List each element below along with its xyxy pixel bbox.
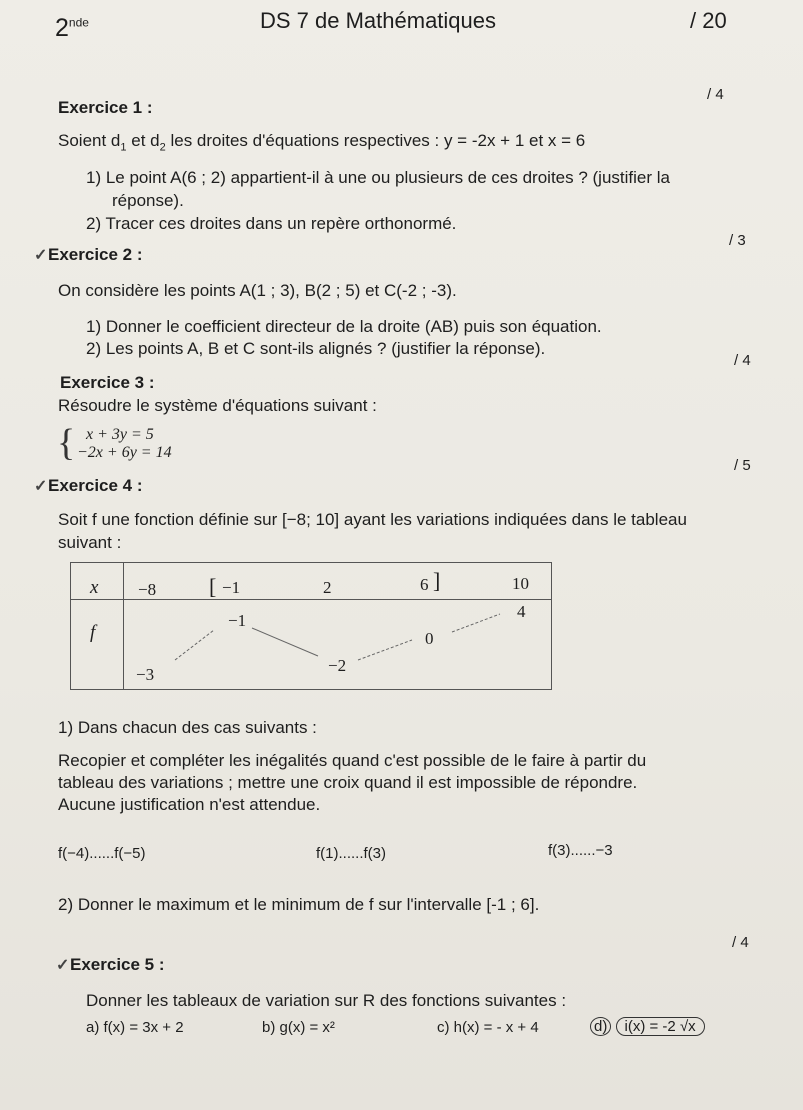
ex1-intro-a: Soient d <box>58 131 121 150</box>
ex1-title: Exercice 1 : <box>58 98 153 117</box>
ex1-q1-line1: 1) Le point A(6 ; 2) appartient-il à une ou plusieurs de ces droites ? (justifier la <box>86 168 670 187</box>
ex5-func-c: c) h(x) = - x + 4 <box>437 1019 539 1036</box>
class-level-number: 2 <box>55 14 69 42</box>
ex3-title: Exercice 3 : <box>60 373 155 392</box>
ex1-q2: 2) Tracer ces droites dans un repère orthonormé. <box>86 214 457 233</box>
ex5-title-text: Exercice 5 : <box>70 955 165 974</box>
variation-table-x-row <box>124 563 552 600</box>
ex1-intro-sub1: 1 <box>120 141 127 154</box>
table-f-4: 4 <box>517 602 526 621</box>
table-f-1: −1 <box>228 611 247 630</box>
ex1-intro-sub2: 2 <box>159 141 166 154</box>
ex4-title-text: Exercice 4 : <box>48 476 143 495</box>
class-level <box>55 14 89 43</box>
ex3-eq2: −2x + 6y = 14 <box>77 444 172 461</box>
ex4-q2: 2) Donner le maximum et le minimum de f sur l'intervalle [-1 ; 6]. <box>58 895 540 914</box>
ex4-q1-line3: Aucune justification n'est attendue. <box>58 795 321 814</box>
ex4-q1-line2: tableau des variations ; mettre une croix quand il est impossible de répondre. <box>58 773 638 792</box>
ex3-eq1: x + 3y = 5 <box>86 426 154 443</box>
ex2-q2: 2) Les points A, B et C sont-ils alignés ? (justifier la réponse). <box>86 339 546 358</box>
table-bracket-right: ] <box>433 568 441 593</box>
table-x-1: −1 <box>222 578 241 597</box>
ex4-intro-line1: Soit f une fonction définie sur [−8; 10] ayant les variations indiquées dans le tableau <box>58 510 687 529</box>
ex5-func-d-label: d) <box>590 1017 611 1036</box>
table-x-0: −8 <box>138 580 157 599</box>
variation-table-f-header <box>71 600 124 690</box>
check-mark-icon: ✓ <box>34 478 48 495</box>
variation-table-f-row <box>124 600 552 690</box>
ex4-intro-line2: suivant : <box>58 533 122 552</box>
table-f-3: 0 <box>425 629 434 648</box>
ex2-title <box>34 245 143 265</box>
check-mark-icon: ✓ <box>34 247 48 264</box>
ex4-q1-line1: Recopier et compléter les inégalités quand c'est possible de le faire à partir du <box>58 751 647 770</box>
ex5-title <box>56 955 165 975</box>
ex5-func-d <box>590 1017 705 1036</box>
ex1-intro-b: et d <box>126 131 160 150</box>
table-f-2: −2 <box>328 656 347 675</box>
page-title: DS 7 de Mathématiques <box>260 8 497 33</box>
ex2-title-text: Exercice 2 : <box>48 245 143 264</box>
check-mark-icon: ✓ <box>56 957 70 974</box>
ex4-title <box>34 476 143 496</box>
ex4-q1-title: 1) Dans chacun des cas suivants : <box>58 718 317 737</box>
ex5-func-a: a) f(x) = 3x + 2 <box>86 1019 184 1036</box>
ex4-points: / 5 <box>734 457 751 474</box>
inequality-1: f(−4)......f(−5) <box>58 845 146 862</box>
table-x-4: 10 <box>512 574 529 593</box>
inequality-3: f(3)......−3 <box>548 842 613 859</box>
ex2-points: / 3 <box>729 232 746 249</box>
ex1-q1-line2: réponse). <box>112 191 184 210</box>
ex1-intro-c: les droites d'équations respectives : y = -2x + 1 et x = 6 <box>165 131 586 150</box>
ex2-q1: 1) Donner le coefficient directeur de la droite (AB) puis son équation. <box>86 317 602 336</box>
ex2-intro: On considère les points A(1 ; 3), B(2 ; 5) et C(-2 ; -3). <box>58 281 457 300</box>
ex1-intro <box>58 131 585 153</box>
ex1-points: / 4 <box>707 86 724 103</box>
ex5-points: / 4 <box>732 934 749 951</box>
ex3-points: / 4 <box>734 352 751 369</box>
ex5-func-d-expr: i(x) = -2 √x <box>616 1017 705 1036</box>
table-x-2: 2 <box>323 578 332 597</box>
table-bracket-left: [ <box>209 574 217 599</box>
ex5-func-b: b) g(x) = x² <box>262 1019 335 1036</box>
table-x-3: 6 <box>420 575 429 594</box>
table-f-label: f <box>90 622 96 643</box>
inequality-2: f(1)......f(3) <box>316 845 387 862</box>
table-x-label: x <box>90 577 99 598</box>
ex5-intro: Donner les tableaux de variation sur R des fonctions suivantes : <box>86 991 567 1010</box>
class-level-sup: nde <box>68 15 89 30</box>
total-score: / 20 <box>690 8 727 33</box>
system-brace: { <box>57 422 76 464</box>
table-f-0: −3 <box>136 665 155 684</box>
ex3-intro: Résoudre le système d'équations suivant : <box>58 396 377 415</box>
